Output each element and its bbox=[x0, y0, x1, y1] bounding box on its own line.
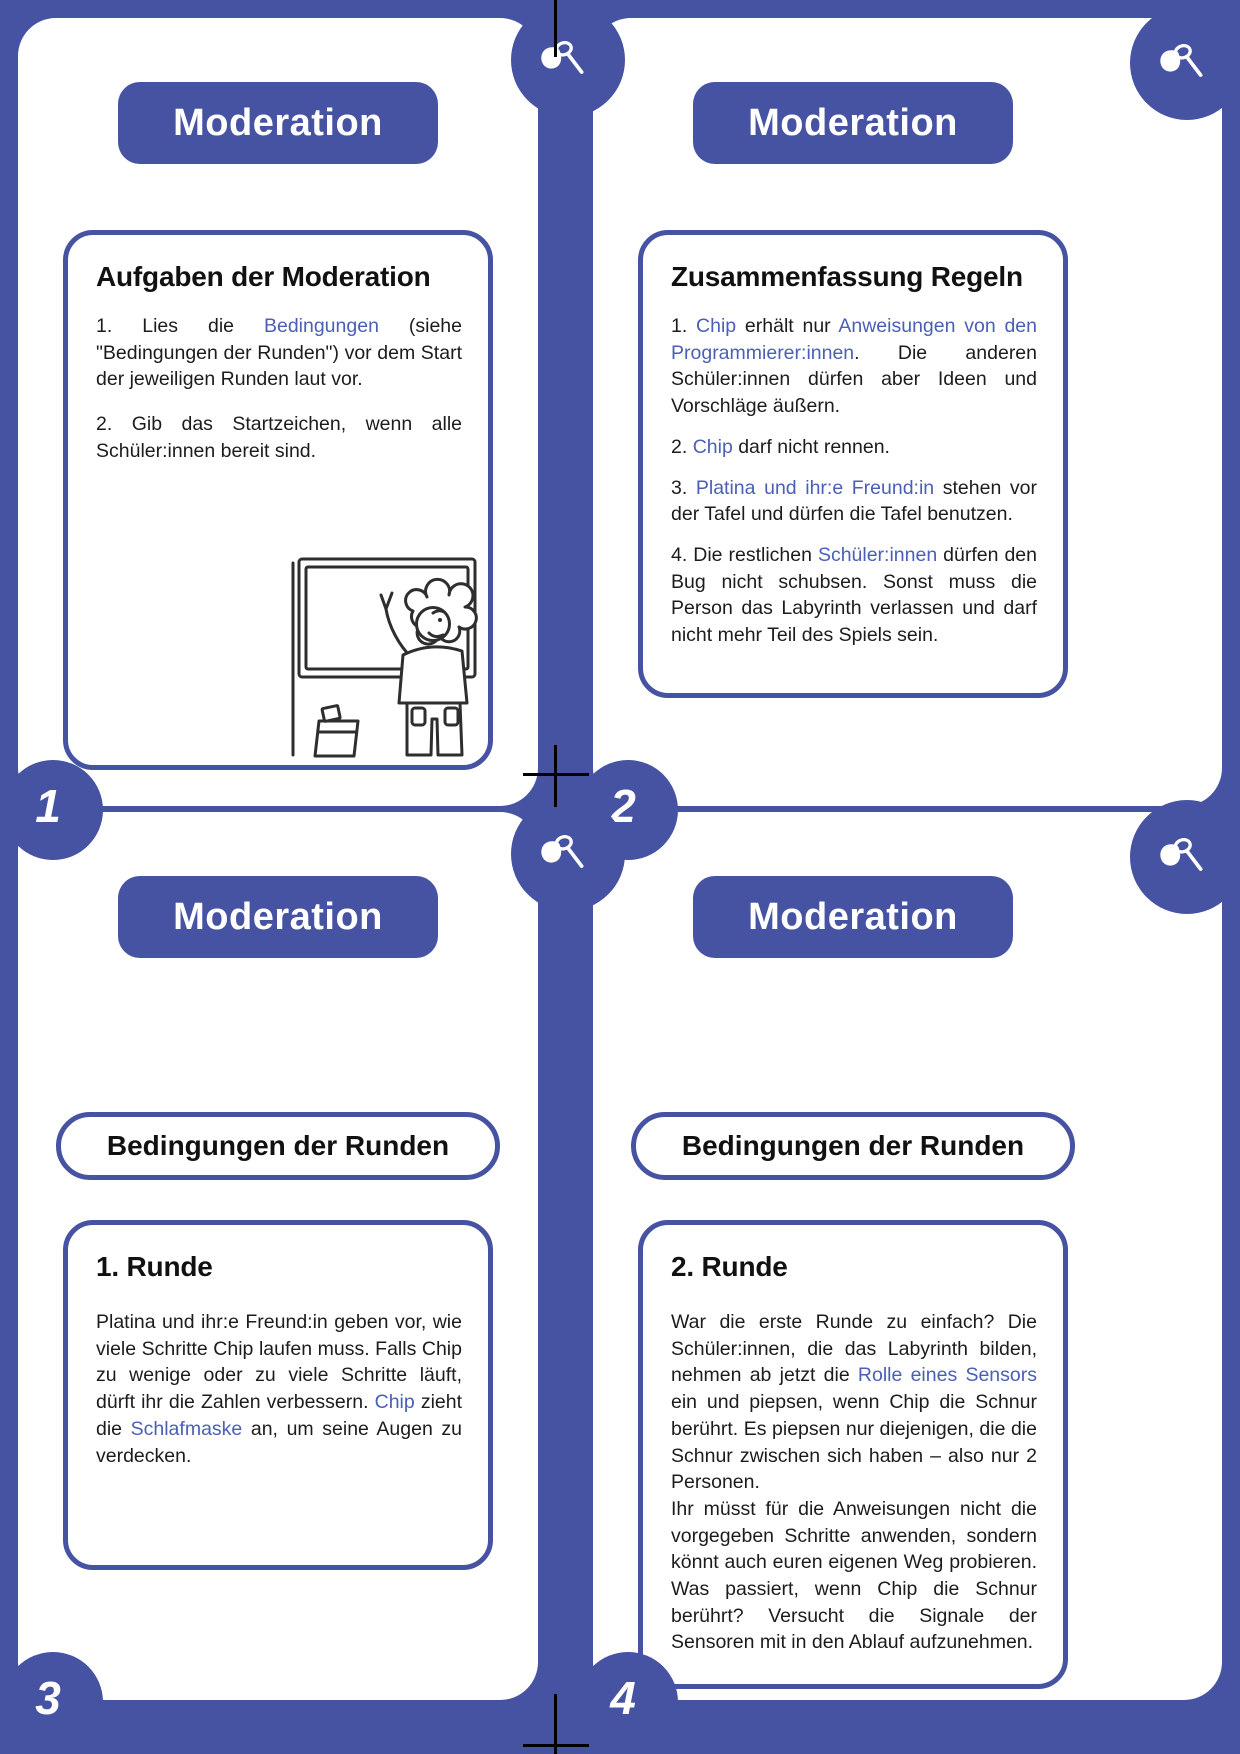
crop-mark-center-vertical bbox=[554, 745, 557, 807]
round-title: 1. Runde bbox=[96, 1251, 213, 1282]
rule-item: 1. Lies die Bedingungen (siehe "Bedingungen der Runden") vor dem Start der jeweiligen Runden laut vor. bbox=[96, 315, 463, 391]
page-number-badge: 1 bbox=[3, 760, 103, 860]
card-4-bedingungen-runde-2 bbox=[593, 812, 1222, 1724]
corner-circle bbox=[1130, 800, 1240, 914]
moderation-badge: Moderation bbox=[693, 876, 1013, 958]
round-box bbox=[63, 1220, 493, 1570]
page-number-badge: 3 bbox=[3, 1652, 103, 1752]
box-title: Aufgaben der Moderation bbox=[96, 261, 431, 292]
round-box bbox=[638, 1220, 1068, 1689]
page-number-badge: 4 bbox=[578, 1652, 678, 1752]
card-1-moderation-aufgaben bbox=[18, 18, 538, 832]
crop-mark-center-horizontal bbox=[523, 773, 589, 776]
pocket bbox=[445, 708, 458, 725]
rule-item: 4. Die restlichen Schüler:innen dürfen den Bug nicht schubsen. Sonst muss die Person das Labyrinth verlassen und darf nicht mehr Teil des Spiels sein. bbox=[671, 543, 1037, 647]
crop-mark-top bbox=[554, 0, 557, 57]
paper bbox=[322, 705, 340, 721]
card-2-moderation-regeln bbox=[593, 18, 1222, 832]
corner-circle bbox=[1130, 6, 1240, 120]
eye bbox=[438, 618, 442, 622]
bin bbox=[315, 721, 358, 756]
moderation-badge: Moderation bbox=[693, 82, 1013, 164]
whistle-icon bbox=[1153, 829, 1205, 881]
corner-circle bbox=[511, 3, 625, 117]
whistle-icon bbox=[534, 826, 586, 878]
corner-circle bbox=[511, 797, 625, 911]
rule-item: 2. Gib das Startzeichen, wenn alle Schüler:innen bereit sind. bbox=[96, 413, 462, 462]
moderation-badge: Moderation bbox=[118, 876, 438, 958]
whistle-icon bbox=[1153, 35, 1205, 87]
tshirt bbox=[399, 647, 467, 703]
whistle-icon bbox=[534, 32, 586, 84]
moderation-badge: Moderation bbox=[118, 82, 438, 164]
tasks-box bbox=[63, 230, 493, 770]
round-text: War die erste Runde zu einfach? Die Schüler:innen, die das Labyrinth bilden, nehmen ab jetzt die Rolle eines Sensors ein und piepsen, wenn Chip die Schnur berührt. Es piepsen nur diejenigen, die die Schnur zwischen sich haben – also nur 2 Personen. bbox=[671, 1311, 1037, 1494]
moderator-at-blackboard-illustration bbox=[261, 525, 486, 763]
round-text: Platina und ihr:e Freund:in geben vor, wie viele Schritte Chip laufen muss. Falls Chip zu wenige oder zu viele Schritte läuft, dürft ihr die Zahlen verbessern. Chip zieht die Schlafmaske an, um seine Augen zu verdecken. bbox=[96, 1311, 463, 1467]
rule-item: 3. Platina und ihr:e Freund:in stehen vor der Tafel und dürfen die Tafel benutzen. bbox=[671, 476, 1037, 526]
round-title: 2. Runde bbox=[671, 1251, 788, 1282]
card-3-bedingungen-runde-1 bbox=[18, 812, 538, 1724]
rules-box bbox=[638, 230, 1068, 698]
page-number-badge: 2 bbox=[578, 760, 678, 860]
rule-item: 1. Chip erhält nur Anweisungen von den Programmierer:innen. Die anderen Schüler:innen dürfen aber Ideen und Vorschläge äußern. bbox=[671, 315, 1037, 418]
section-pill: Bedingungen der Runden bbox=[631, 1112, 1075, 1180]
section-pill: Bedingungen der Runden bbox=[56, 1112, 500, 1180]
box-title: Zusammenfassung Regeln bbox=[671, 261, 1023, 292]
round-text: Ihr müsst für die Anweisungen nicht die vorgegeben Schritte anwenden, sondern könnt auch euren eigenen Weg probieren. Was passiert, wenn Chip die Schnur berührt? Versucht die Signale der Sensoren mit in den Ablauf aufzunehmen. bbox=[671, 1497, 1037, 1654]
pocket bbox=[412, 708, 425, 725]
crop-mark-bottom-horizontal bbox=[523, 1744, 589, 1747]
rule-item: 2. Chip darf nicht rennen. bbox=[671, 435, 890, 458]
